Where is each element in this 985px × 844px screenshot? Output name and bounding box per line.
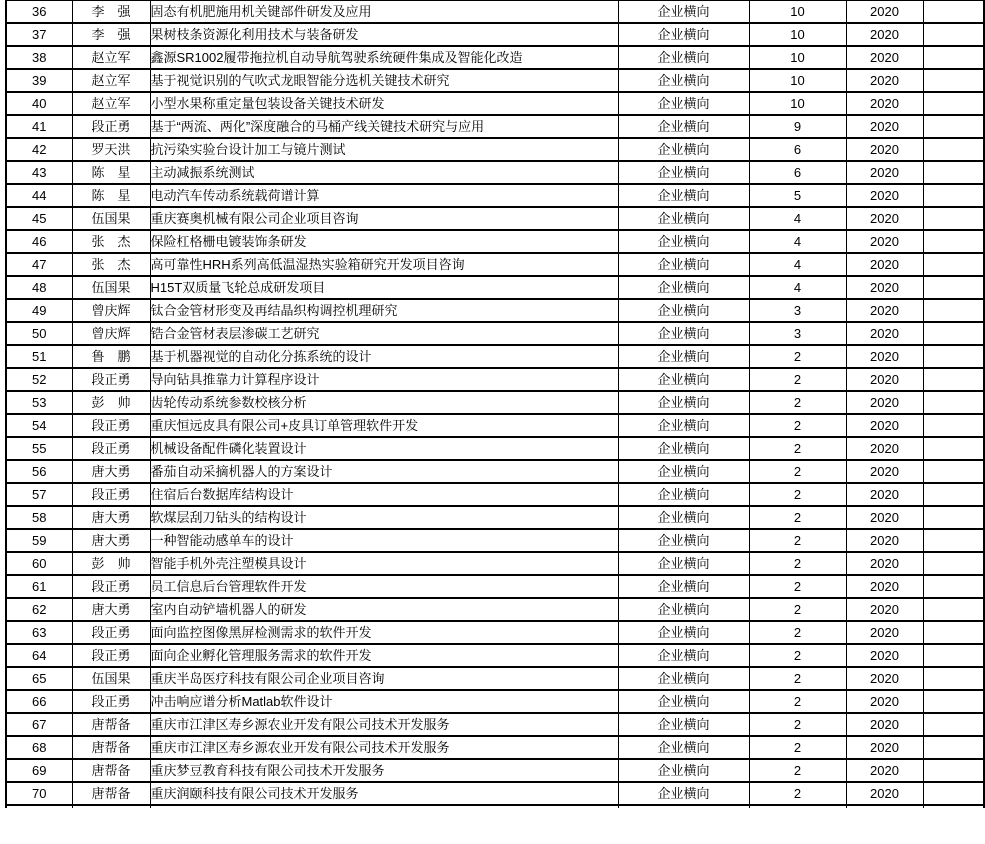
cell-person-name[interactable]: 段正勇 bbox=[72, 437, 150, 460]
cell-project-type[interactable]: 企业横向 bbox=[618, 552, 749, 575]
cell-year-value[interactable]: 2020 bbox=[846, 230, 923, 253]
cell-year-value[interactable]: 2020 bbox=[846, 115, 923, 138]
cell-project-type[interactable]: 企业横向 bbox=[618, 713, 749, 736]
cell-amount-value[interactable]: 10 bbox=[749, 92, 846, 115]
cell-year-value[interactable]: 2020 bbox=[846, 299, 923, 322]
table-row bbox=[6, 506, 984, 529]
cell-empty[interactable] bbox=[923, 575, 984, 598]
cell-project-title[interactable]: H15T双质量飞轮总成研发项目 bbox=[150, 276, 618, 299]
cell-year-value[interactable]: 2020 bbox=[846, 644, 923, 667]
cell-year-value[interactable]: 2020 bbox=[846, 414, 923, 437]
table-row bbox=[6, 552, 984, 575]
cell-project-title[interactable]: 导向钻具推靠力计算程序设计 bbox=[150, 368, 618, 391]
cell-project-type[interactable]: 企业横向 bbox=[618, 253, 749, 276]
cell-row-number[interactable]: 45 bbox=[6, 207, 72, 230]
cell-empty[interactable] bbox=[923, 253, 984, 276]
cell-row-number[interactable]: 57 bbox=[6, 483, 72, 506]
cell-person-name[interactable]: 陈 星 bbox=[72, 184, 150, 207]
cell-empty[interactable] bbox=[923, 552, 984, 575]
cell-amount-value[interactable]: 10 bbox=[749, 23, 846, 46]
table-row bbox=[6, 368, 984, 391]
cell-year-value[interactable]: 2020 bbox=[846, 690, 923, 713]
cell-row-number[interactable]: 61 bbox=[6, 575, 72, 598]
cell-project-title[interactable]: 齿轮传动系统参数校核分析 bbox=[150, 391, 618, 414]
cell-row-number[interactable]: 70 bbox=[6, 782, 72, 805]
cell-year-value[interactable]: 2020 bbox=[846, 23, 923, 46]
cell-project-type[interactable]: 企业横向 bbox=[618, 230, 749, 253]
table-row bbox=[6, 69, 984, 92]
cell-amount-value[interactable]: 2 bbox=[749, 598, 846, 621]
cell-person-name[interactable]: 段正勇 bbox=[72, 115, 150, 138]
cell-project-title[interactable]: 果树枝条资源化利用技术与装备研发 bbox=[150, 23, 618, 46]
cell-year-value[interactable]: 2020 bbox=[846, 345, 923, 368]
cell-year-value[interactable]: 2020 bbox=[846, 46, 923, 69]
cell-person-name[interactable]: 赵立军 bbox=[72, 92, 150, 115]
cell-person-name[interactable]: 段正勇 bbox=[72, 368, 150, 391]
cell-person-name[interactable]: 唐帮备 bbox=[72, 782, 150, 805]
cell-amount-value[interactable]: 2 bbox=[749, 345, 846, 368]
cell-year-value[interactable]: 2020 bbox=[846, 552, 923, 575]
cell-project-title[interactable]: 高可靠性HRH系列高低温湿热实验箱研究开发项目咨询 bbox=[150, 253, 618, 276]
cell-project-type[interactable]: 企业横向 bbox=[618, 207, 749, 230]
cell-project-title[interactable]: 软煤层刮刀钻头的结构设计 bbox=[150, 506, 618, 529]
cell-row-number[interactable]: 62 bbox=[6, 598, 72, 621]
cell-empty[interactable] bbox=[923, 115, 984, 138]
cell-project-type[interactable]: 企业横向 bbox=[618, 575, 749, 598]
cell-project-title[interactable]: 电动汽车传动系统载荷谱计算 bbox=[150, 184, 618, 207]
table-row bbox=[6, 483, 984, 506]
cell-project-type[interactable]: 企业横向 bbox=[618, 345, 749, 368]
cell-project-title[interactable]: 智能手机外壳注塑模具设计 bbox=[150, 552, 618, 575]
cell-year-value[interactable]: 2020 bbox=[846, 713, 923, 736]
cell-person-name[interactable]: 李 强 bbox=[72, 1, 150, 24]
cell-year-value[interactable]: 2020 bbox=[846, 598, 923, 621]
table-row bbox=[6, 253, 984, 276]
cell-empty bbox=[923, 805, 984, 808]
cell-amount-value[interactable]: 2 bbox=[749, 460, 846, 483]
cell-empty[interactable] bbox=[923, 506, 984, 529]
cell-project-type[interactable]: 企业横向 bbox=[618, 759, 749, 782]
table-row bbox=[6, 460, 984, 483]
table-row bbox=[6, 759, 984, 782]
cell-project-title[interactable]: 面向监控图像黑屏检测需求的软件开发 bbox=[150, 621, 618, 644]
partial-next-row bbox=[6, 805, 984, 808]
table-row bbox=[6, 621, 984, 644]
cell-amount-value[interactable]: 2 bbox=[749, 368, 846, 391]
table-row bbox=[6, 644, 984, 667]
cell-year-value[interactable]: 2020 bbox=[846, 483, 923, 506]
cell-person-name[interactable]: 伍国果 bbox=[72, 667, 150, 690]
cell-project-type[interactable]: 企业横向 bbox=[618, 161, 749, 184]
cell-row-number[interactable]: 51 bbox=[6, 345, 72, 368]
cell-project-title[interactable]: 冲击响应谱分析Matlab软件设计 bbox=[150, 690, 618, 713]
cell-project-type[interactable]: 企业横向 bbox=[618, 322, 749, 345]
table-row bbox=[6, 575, 984, 598]
table-row bbox=[6, 529, 984, 552]
cell-project-title[interactable]: 鑫源SR1002履带拖拉机自动导航驾驶系统硬件集成及智能化改造 bbox=[150, 46, 618, 69]
cell-row-number[interactable]: 64 bbox=[6, 644, 72, 667]
cell-project-title[interactable]: 重庆市江津区寿乡源农业开发有限公司技术开发服务 bbox=[150, 736, 618, 759]
cell-empty[interactable] bbox=[923, 230, 984, 253]
cell-row-number[interactable]: 58 bbox=[6, 506, 72, 529]
cell-row-number[interactable]: 46 bbox=[6, 230, 72, 253]
cell-project-title[interactable]: 重庆赛奥机械有限公司企业项目咨询 bbox=[150, 207, 618, 230]
cell-person-name[interactable]: 罗天洪 bbox=[72, 138, 150, 161]
cell-amount-value[interactable]: 2 bbox=[749, 690, 846, 713]
cell-year-value[interactable]: 2020 bbox=[846, 621, 923, 644]
cell-project-title[interactable]: 基于机器视觉的自动化分拣系统的设计 bbox=[150, 345, 618, 368]
table-row bbox=[6, 138, 984, 161]
next-row-sliver bbox=[6, 805, 984, 808]
cell-person-name[interactable]: 伍国果 bbox=[72, 276, 150, 299]
table-row bbox=[6, 184, 984, 207]
cell-row-number[interactable]: 59 bbox=[6, 529, 72, 552]
cell-project-type[interactable]: 企业横向 bbox=[618, 1, 749, 24]
cell-empty[interactable] bbox=[923, 207, 984, 230]
table-row bbox=[6, 713, 984, 736]
cell-project-title[interactable]: 抗污染实验台设计加工与镜片测试 bbox=[150, 138, 618, 161]
cell-empty[interactable] bbox=[923, 713, 984, 736]
cell-project-title[interactable]: 面向企业孵化管理服务需求的软件开发 bbox=[150, 644, 618, 667]
cell-empty[interactable] bbox=[923, 1, 984, 24]
table-row bbox=[6, 667, 984, 690]
cell-person-name[interactable]: 段正勇 bbox=[72, 621, 150, 644]
cell-row-number[interactable]: 67 bbox=[6, 713, 72, 736]
table-row bbox=[6, 391, 984, 414]
projects-table-body bbox=[6, 1, 984, 806]
cell-project-type[interactable]: 企业横向 bbox=[618, 621, 749, 644]
cell-person-name[interactable]: 彭 帅 bbox=[72, 552, 150, 575]
cell-no bbox=[6, 805, 72, 808]
cell-amount-value[interactable]: 2 bbox=[749, 575, 846, 598]
cell-amount-value[interactable]: 5 bbox=[749, 184, 846, 207]
cell-project-title[interactable]: 重庆润颐科技有限公司技术开发服务 bbox=[150, 782, 618, 805]
cell-project-title[interactable]: 重庆市江津区寿乡源农业开发有限公司技术开发服务 bbox=[150, 713, 618, 736]
cell-person-name[interactable]: 陈 星 bbox=[72, 161, 150, 184]
cell-empty[interactable] bbox=[923, 184, 984, 207]
cell-project-type[interactable]: 企业横向 bbox=[618, 391, 749, 414]
cell-project-type[interactable]: 企业横向 bbox=[618, 529, 749, 552]
cell-project-type[interactable]: 企业横向 bbox=[618, 437, 749, 460]
cell-person-name[interactable]: 曾庆辉 bbox=[72, 299, 150, 322]
table-row bbox=[6, 1, 984, 24]
cell-year-value[interactable]: 2020 bbox=[846, 575, 923, 598]
cell-type bbox=[618, 805, 749, 808]
table-row bbox=[6, 115, 984, 138]
cell-empty[interactable] bbox=[923, 759, 984, 782]
cell-row-number[interactable]: 49 bbox=[6, 299, 72, 322]
cell-project-type[interactable]: 企业横向 bbox=[618, 736, 749, 759]
cell-amount-value[interactable]: 4 bbox=[749, 253, 846, 276]
cell-row-number[interactable]: 41 bbox=[6, 115, 72, 138]
cell-empty[interactable] bbox=[923, 460, 984, 483]
cell-empty[interactable] bbox=[923, 23, 984, 46]
cell-row-number[interactable]: 53 bbox=[6, 391, 72, 414]
cell-row-number[interactable]: 48 bbox=[6, 276, 72, 299]
table-row bbox=[6, 92, 984, 115]
cell-person-name[interactable]: 段正勇 bbox=[72, 575, 150, 598]
cell-year-value[interactable]: 2020 bbox=[846, 322, 923, 345]
cell-row-number[interactable]: 65 bbox=[6, 667, 72, 690]
cell-project-type[interactable]: 企业横向 bbox=[618, 115, 749, 138]
cell-empty[interactable] bbox=[923, 782, 984, 805]
cell-year-value[interactable]: 2020 bbox=[846, 368, 923, 391]
cell-project-title[interactable]: 主动减振系统测试 bbox=[150, 161, 618, 184]
cell-title bbox=[150, 805, 618, 808]
cell-row-number[interactable]: 60 bbox=[6, 552, 72, 575]
cell-year-value[interactable]: 2020 bbox=[846, 437, 923, 460]
cell-project-title[interactable]: 住宿后台数据库结构设计 bbox=[150, 483, 618, 506]
cell-year-value[interactable]: 2020 bbox=[846, 506, 923, 529]
cell-amount-value[interactable]: 10 bbox=[749, 1, 846, 24]
cell-row-number[interactable]: 55 bbox=[6, 437, 72, 460]
cell-empty[interactable] bbox=[923, 414, 984, 437]
cell-project-title[interactable]: 基于视觉识别的气吹式龙眼智能分选机关键技术研究 bbox=[150, 69, 618, 92]
cell-person-name[interactable]: 唐大勇 bbox=[72, 598, 150, 621]
cell-empty[interactable] bbox=[923, 529, 984, 552]
cell-project-type[interactable]: 企业横向 bbox=[618, 46, 749, 69]
cell-amount-value[interactable]: 2 bbox=[749, 391, 846, 414]
cell-project-title[interactable]: 室内自动铲墙机器人的研发 bbox=[150, 598, 618, 621]
cell-amount-value[interactable]: 4 bbox=[749, 207, 846, 230]
cell-empty[interactable] bbox=[923, 644, 984, 667]
cell-amount-value[interactable]: 6 bbox=[749, 161, 846, 184]
cell-amount-value[interactable]: 2 bbox=[749, 414, 846, 437]
cell-empty[interactable] bbox=[923, 437, 984, 460]
cell-amount-value[interactable]: 3 bbox=[749, 322, 846, 345]
cell-project-type[interactable]: 企业横向 bbox=[618, 368, 749, 391]
cell-project-type[interactable]: 企业横向 bbox=[618, 276, 749, 299]
cell-project-type[interactable]: 企业横向 bbox=[618, 667, 749, 690]
cell-year-value[interactable]: 2020 bbox=[846, 391, 923, 414]
cell-amount-value[interactable]: 2 bbox=[749, 552, 846, 575]
cell-name bbox=[72, 805, 150, 808]
table-row bbox=[6, 598, 984, 621]
cell-row-number[interactable]: 54 bbox=[6, 414, 72, 437]
cell-row-number[interactable]: 68 bbox=[6, 736, 72, 759]
cell-empty[interactable] bbox=[923, 69, 984, 92]
cell-row-number[interactable]: 56 bbox=[6, 460, 72, 483]
cell-amount-value[interactable]: 2 bbox=[749, 736, 846, 759]
cell-project-title[interactable]: 番茄自动采摘机器人的方案设计 bbox=[150, 460, 618, 483]
cell-year-value[interactable]: 2020 bbox=[846, 207, 923, 230]
cell-amount-value[interactable]: 2 bbox=[749, 667, 846, 690]
cell-project-title[interactable]: 机械设备配件磷化装置设计 bbox=[150, 437, 618, 460]
cell-amount-value[interactable]: 6 bbox=[749, 138, 846, 161]
cell-project-title[interactable]: 员工信息后台管理软件开发 bbox=[150, 575, 618, 598]
cell-person-name[interactable]: 段正勇 bbox=[72, 414, 150, 437]
table-row bbox=[6, 46, 984, 69]
table-row bbox=[6, 276, 984, 299]
cell-row-number[interactable]: 37 bbox=[6, 23, 72, 46]
cell-year-value[interactable]: 2020 bbox=[846, 69, 923, 92]
cell-empty[interactable] bbox=[923, 299, 984, 322]
cell-person-name[interactable]: 赵立军 bbox=[72, 69, 150, 92]
cell-project-type[interactable]: 企业横向 bbox=[618, 299, 749, 322]
table-row bbox=[6, 23, 984, 46]
cell-year-value[interactable]: 2020 bbox=[846, 460, 923, 483]
cell-year bbox=[846, 805, 923, 808]
cell-amount-value[interactable]: 2 bbox=[749, 782, 846, 805]
cell-project-type[interactable]: 企业横向 bbox=[618, 506, 749, 529]
cell-person-name[interactable]: 唐帮备 bbox=[72, 759, 150, 782]
table-row bbox=[6, 230, 984, 253]
cell-project-title[interactable]: 重庆恒远皮具有限公司+皮具订单管理软件开发 bbox=[150, 414, 618, 437]
cell-year-value[interactable]: 2020 bbox=[846, 736, 923, 759]
cell-amount-value[interactable]: 2 bbox=[749, 506, 846, 529]
cell-amount-value[interactable]: 2 bbox=[749, 483, 846, 506]
cell-row-number[interactable]: 66 bbox=[6, 690, 72, 713]
cell-row-number[interactable]: 42 bbox=[6, 138, 72, 161]
table-row bbox=[6, 690, 984, 713]
cell-person-name[interactable]: 唐大勇 bbox=[72, 460, 150, 483]
cell-year-value[interactable]: 2020 bbox=[846, 759, 923, 782]
cell-project-type[interactable]: 企业横向 bbox=[618, 184, 749, 207]
cell-amount-value[interactable]: 2 bbox=[749, 437, 846, 460]
table-row bbox=[6, 736, 984, 759]
cell-row-number[interactable]: 38 bbox=[6, 46, 72, 69]
cell-empty[interactable] bbox=[923, 690, 984, 713]
cell-year-value[interactable]: 2020 bbox=[846, 253, 923, 276]
cell-project-type[interactable]: 企业横向 bbox=[618, 690, 749, 713]
cell-year-value[interactable]: 2020 bbox=[846, 92, 923, 115]
cell-amount-value[interactable]: 10 bbox=[749, 46, 846, 69]
cell-empty[interactable] bbox=[923, 598, 984, 621]
cell-person-name[interactable]: 唐帮备 bbox=[72, 736, 150, 759]
cell-project-type[interactable]: 企业横向 bbox=[618, 644, 749, 667]
cell-person-name[interactable]: 鲁 鹏 bbox=[72, 345, 150, 368]
cell-row-number[interactable]: 52 bbox=[6, 368, 72, 391]
cell-amount-value[interactable]: 2 bbox=[749, 713, 846, 736]
cell-amount bbox=[749, 805, 846, 808]
cell-year-value[interactable]: 2020 bbox=[846, 138, 923, 161]
cell-year-value[interactable]: 2020 bbox=[846, 184, 923, 207]
cell-row-number[interactable]: 63 bbox=[6, 621, 72, 644]
projects-table bbox=[5, 0, 985, 808]
cell-empty[interactable] bbox=[923, 46, 984, 69]
cell-project-type[interactable]: 企业横向 bbox=[618, 414, 749, 437]
table-row bbox=[6, 299, 984, 322]
cell-amount-value[interactable]: 2 bbox=[749, 529, 846, 552]
cell-project-title[interactable]: 钛合金管材形变及再结晶织构调控机理研究 bbox=[150, 299, 618, 322]
cell-project-title[interactable]: 锆合金管材表层渗碳工艺研究 bbox=[150, 322, 618, 345]
table-row bbox=[6, 782, 984, 805]
cell-project-title[interactable]: 保险杠格栅电镀装饰条研发 bbox=[150, 230, 618, 253]
cell-empty[interactable] bbox=[923, 345, 984, 368]
cell-person-name[interactable]: 段正勇 bbox=[72, 644, 150, 667]
cell-person-name[interactable]: 张 杰 bbox=[72, 230, 150, 253]
cell-row-number[interactable]: 50 bbox=[6, 322, 72, 345]
cell-amount-value[interactable]: 10 bbox=[749, 69, 846, 92]
cell-row-number[interactable]: 43 bbox=[6, 161, 72, 184]
cell-empty[interactable] bbox=[923, 322, 984, 345]
cell-row-number[interactable]: 39 bbox=[6, 69, 72, 92]
cell-person-name[interactable]: 李 强 bbox=[72, 23, 150, 46]
cell-empty[interactable] bbox=[923, 161, 984, 184]
cell-amount-value[interactable]: 4 bbox=[749, 230, 846, 253]
cell-project-title[interactable]: 重庆梦豆教育科技有限公司技术开发服务 bbox=[150, 759, 618, 782]
cell-amount-value[interactable]: 2 bbox=[749, 621, 846, 644]
cell-year-value[interactable]: 2020 bbox=[846, 782, 923, 805]
cell-empty[interactable] bbox=[923, 138, 984, 161]
table-row bbox=[6, 345, 984, 368]
cell-amount-value[interactable]: 3 bbox=[749, 299, 846, 322]
cell-person-name[interactable]: 唐帮备 bbox=[72, 713, 150, 736]
table-row bbox=[6, 207, 984, 230]
cell-empty[interactable] bbox=[923, 736, 984, 759]
cell-amount-value[interactable]: 2 bbox=[749, 759, 846, 782]
cell-empty[interactable] bbox=[923, 276, 984, 299]
cell-year-value[interactable]: 2020 bbox=[846, 667, 923, 690]
cell-person-name[interactable]: 彭 帅 bbox=[72, 391, 150, 414]
cell-project-type[interactable]: 企业横向 bbox=[618, 23, 749, 46]
cell-project-title[interactable]: 固态有机肥施用机关键部件研发及应用 bbox=[150, 1, 618, 24]
cell-project-type[interactable]: 企业横向 bbox=[618, 782, 749, 805]
cell-person-name[interactable]: 唐大勇 bbox=[72, 529, 150, 552]
cell-empty[interactable] bbox=[923, 621, 984, 644]
cell-row-number[interactable]: 69 bbox=[6, 759, 72, 782]
cell-project-type[interactable]: 企业横向 bbox=[618, 92, 749, 115]
cell-project-title[interactable]: 基于“两流、两化”深度融合的马桶产线关键技术研究与应用 bbox=[150, 115, 618, 138]
cell-amount-value[interactable]: 2 bbox=[749, 644, 846, 667]
cell-person-name[interactable]: 伍国果 bbox=[72, 207, 150, 230]
cell-project-type[interactable]: 企业横向 bbox=[618, 460, 749, 483]
cell-row-number[interactable]: 36 bbox=[6, 1, 72, 24]
cell-project-type[interactable]: 企业横向 bbox=[618, 598, 749, 621]
cell-year-value[interactable]: 2020 bbox=[846, 161, 923, 184]
table-row bbox=[6, 161, 984, 184]
cell-amount-value[interactable]: 4 bbox=[749, 276, 846, 299]
cell-person-name[interactable]: 赵立军 bbox=[72, 46, 150, 69]
cell-person-name[interactable]: 段正勇 bbox=[72, 483, 150, 506]
cell-row-number[interactable]: 40 bbox=[6, 92, 72, 115]
cell-empty[interactable] bbox=[923, 368, 984, 391]
cell-person-name[interactable]: 段正勇 bbox=[72, 690, 150, 713]
cell-project-title[interactable]: 小型水果称重定量包装设备关键技术研发 bbox=[150, 92, 618, 115]
cell-row-number[interactable]: 47 bbox=[6, 253, 72, 276]
table-row bbox=[6, 322, 984, 345]
cell-person-name[interactable]: 唐大勇 bbox=[72, 506, 150, 529]
cell-person-name[interactable]: 张 杰 bbox=[72, 253, 150, 276]
cell-project-title[interactable]: 一种智能动感单车的设计 bbox=[150, 529, 618, 552]
cell-project-title[interactable]: 重庆半岛医疗科技有限公司企业项目咨询 bbox=[150, 667, 618, 690]
cell-empty[interactable] bbox=[923, 391, 984, 414]
cell-amount-value[interactable]: 9 bbox=[749, 115, 846, 138]
cell-project-type[interactable]: 企业横向 bbox=[618, 483, 749, 506]
cell-empty[interactable] bbox=[923, 667, 984, 690]
cell-person-name[interactable]: 曾庆辉 bbox=[72, 322, 150, 345]
cell-project-type[interactable]: 企业横向 bbox=[618, 138, 749, 161]
table-row bbox=[6, 414, 984, 437]
cell-project-type[interactable]: 企业横向 bbox=[618, 69, 749, 92]
cell-year-value[interactable]: 2020 bbox=[846, 1, 923, 24]
cell-empty[interactable] bbox=[923, 483, 984, 506]
cell-empty[interactable] bbox=[923, 92, 984, 115]
cell-year-value[interactable]: 2020 bbox=[846, 529, 923, 552]
cell-year-value[interactable]: 2020 bbox=[846, 276, 923, 299]
table-row bbox=[6, 437, 984, 460]
cell-row-number[interactable]: 44 bbox=[6, 184, 72, 207]
